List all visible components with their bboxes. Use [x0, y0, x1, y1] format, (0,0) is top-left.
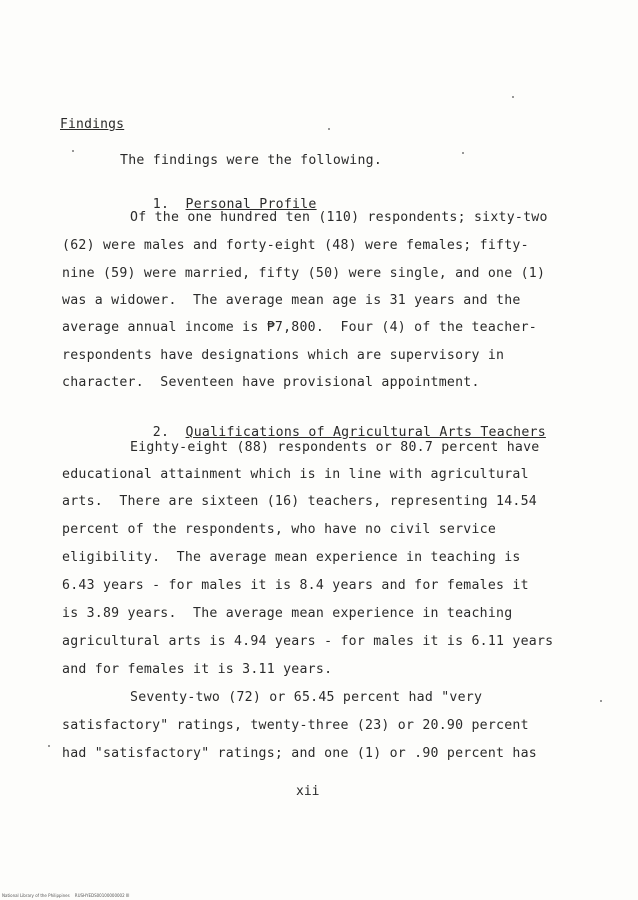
section1-number: 1.: [152, 197, 170, 212]
scan-speck: [328, 128, 330, 130]
scan-speck: [48, 745, 50, 747]
intro-line: The findings were the following.: [120, 153, 383, 168]
section-heading: Findings: [60, 117, 125, 132]
p1-line-3: nine (59) were married, fifty (50) were single, and one (1): [62, 266, 546, 281]
p2-line-2: educational attainment which is in line with agricultural: [62, 467, 529, 482]
p2-line-6: 6.43 years - for males it is 8.4 years and for females it: [62, 578, 529, 593]
p2-line-5: eligibility. The average mean experience in teaching is: [62, 550, 521, 565]
scan-speck: [462, 152, 464, 154]
scan-speck: [600, 700, 602, 702]
section2-title: Qualifications of Agricultural Arts Teachers: [185, 425, 546, 440]
p2-line-7: is 3.89 years. The average mean experience in teaching: [62, 606, 513, 621]
p2-line-8: agricultural arts is 4.94 years - for males it is 6.11 years: [62, 634, 554, 649]
p2-line-3: arts. There are sixteen (16) teachers, representing 14.54: [62, 494, 537, 509]
section2-number: 2.: [152, 425, 170, 440]
p1-line-5: average annual income is ₱7,800. Four (4) of the teacher-: [62, 320, 537, 335]
p3-line-1: Seventy-two (72) or 65.45 percent had "very: [130, 690, 483, 705]
p3-line-3: had "satisfactory" ratings; and one (1) or .90 percent has: [62, 746, 537, 761]
scan-speck: [512, 96, 514, 98]
scan-speck: [72, 150, 74, 152]
p2-line-1: Eighty-eight (88) respondents or 80.7 percent have: [130, 440, 540, 455]
p1-line-1: Of the one hundred ten (110) respondents; sixty-two: [130, 210, 548, 225]
p1-line-7: character. Seventeen have provisional appointment.: [62, 375, 480, 390]
page-number: xii: [296, 784, 320, 799]
p2-line-4: percent of the respondents, who have no civil service: [62, 522, 497, 537]
section1-title: Personal Profile: [185, 197, 317, 212]
scan-footer: National Library of the Philippines RUSHYEDS00100000002 III: [2, 893, 130, 898]
p1-line-2: (62) were males and forty-eight (48) were females; fifty-: [62, 238, 529, 253]
p3-line-2: satisfactory" ratings, twenty-three (23) or 20.90 percent: [62, 718, 529, 733]
p2-line-9: and for females it is 3.11 years.: [62, 662, 333, 677]
p1-line-4: was a widower. The average mean age is 31 years and the: [62, 293, 521, 308]
p1-line-6: respondents have designations which are supervisory in: [62, 348, 505, 363]
